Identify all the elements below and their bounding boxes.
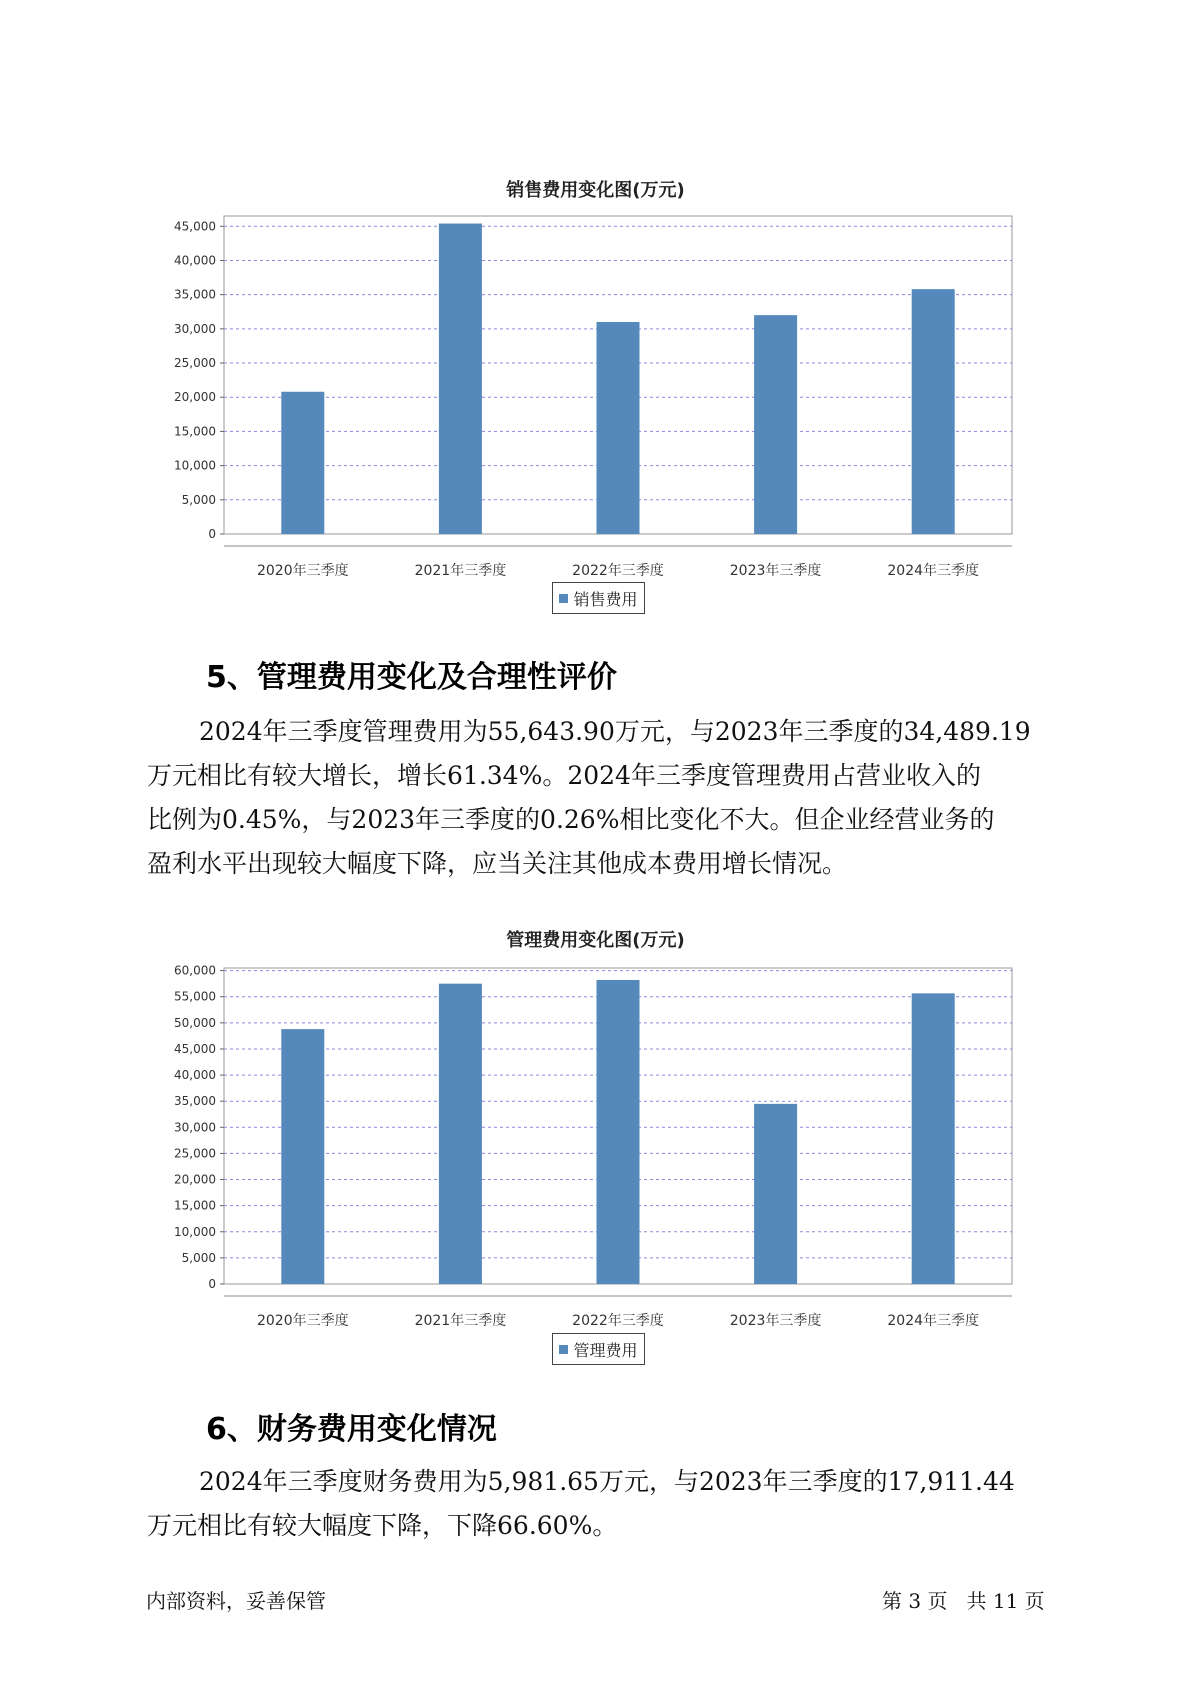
- paragraph-line: 2024年三季度财务费用为5,981.65万元，与2023年三季度的17,911.44: [199, 1467, 1015, 1496]
- bar: [597, 322, 640, 534]
- x-tick-label: 2024年三季度: [887, 563, 980, 579]
- bar: [281, 1029, 324, 1284]
- admin-expense-chart-title: 管理费用变化图(万元): [506, 930, 685, 951]
- legend-swatch-icon: [559, 594, 568, 603]
- y-tick-label: 30,000: [174, 1120, 216, 1135]
- x-tick-label: 2020年三季度: [256, 1313, 349, 1329]
- admin-expense-legend: [552, 1333, 645, 1365]
- sales-expense-chart: [0, 200, 1191, 580]
- y-tick-label: 40,000: [174, 1068, 216, 1083]
- bar: [597, 980, 640, 1284]
- footer-page-number: 第 3 页 共 11 页: [882, 1589, 1045, 1613]
- x-tick-label: 2020年三季度: [256, 563, 349, 579]
- x-tick-label: 2022年三季度: [572, 1313, 664, 1329]
- paragraph-line: 比例为0.45%，与2023年三季度的0.26%相比变化不大。但企业经营业务的: [147, 805, 995, 834]
- admin-expense-chart: [0, 950, 1191, 1330]
- x-tick-label: 2021年三季度: [414, 563, 507, 579]
- y-tick-label: 60,000: [174, 963, 216, 978]
- y-tick-label: 0: [208, 527, 216, 541]
- y-tick-label: 55,000: [174, 989, 216, 1004]
- legend-label: 销售费用: [573, 589, 638, 609]
- legend-swatch-icon: [559, 1345, 568, 1354]
- bar: [754, 1104, 797, 1284]
- y-tick-label: 25,000: [174, 356, 216, 371]
- x-tick-label: 2023年三季度: [729, 1313, 822, 1329]
- bar: [439, 984, 482, 1284]
- section-6-heading: 6、财务费用变化情况: [206, 1412, 497, 1447]
- section-5-paragraph: [147, 710, 1077, 886]
- bar: [912, 289, 955, 534]
- y-tick-label: 20,000: [174, 390, 216, 405]
- paragraph-line: 盈利水平出现较大幅度下降，应当关注其他成本费用增长情况。: [147, 849, 848, 878]
- x-tick-label: 2023年三季度: [729, 563, 822, 579]
- paragraph-line: 万元相比有较大幅度下降，下降66.60%。: [147, 1511, 618, 1540]
- section-6-paragraph: [147, 1460, 1077, 1548]
- y-tick-label: 5,000: [181, 1250, 216, 1265]
- footer-confidential-note: 内部资料，妥善保管: [146, 1589, 326, 1613]
- y-tick-label: 15,000: [174, 424, 216, 439]
- bar: [754, 315, 797, 534]
- bar: [281, 392, 324, 534]
- y-tick-label: 10,000: [174, 458, 216, 473]
- y-tick-label: 30,000: [174, 321, 216, 336]
- bar: [912, 993, 955, 1284]
- y-tick-label: 45,000: [174, 1041, 216, 1056]
- y-tick-label: 10,000: [174, 1224, 216, 1239]
- paragraph-line: 万元相比有较大增长，增长61.34%。2024年三季度管理费用占营业收入的: [147, 761, 981, 790]
- y-tick-label: 45,000: [174, 219, 216, 234]
- y-tick-label: 20,000: [174, 1172, 216, 1187]
- y-tick-label: 5,000: [181, 492, 216, 507]
- y-tick-label: 25,000: [174, 1146, 216, 1161]
- x-tick-label: 2022年三季度: [572, 563, 664, 579]
- legend-label: 管理费用: [573, 1340, 638, 1360]
- sales-expense-chart-title: 销售费用变化图(万元): [506, 180, 685, 201]
- x-tick-label: 2021年三季度: [414, 1313, 507, 1329]
- x-tick-label: 2024年三季度: [887, 1313, 980, 1329]
- y-tick-label: 15,000: [174, 1198, 216, 1213]
- y-tick-label: 35,000: [174, 1094, 216, 1109]
- sales-expense-legend: [552, 582, 645, 614]
- y-tick-label: 35,000: [174, 287, 216, 302]
- paragraph-line: 2024年三季度管理费用为55,643.90万元，与2023年三季度的34,489.19: [199, 717, 1031, 746]
- bar: [439, 224, 482, 534]
- y-tick-label: 40,000: [174, 253, 216, 268]
- section-5-heading: 5、管理费用变化及合理性评价: [206, 660, 617, 695]
- y-tick-label: 0: [208, 1277, 216, 1291]
- y-tick-label: 50,000: [174, 1015, 216, 1030]
